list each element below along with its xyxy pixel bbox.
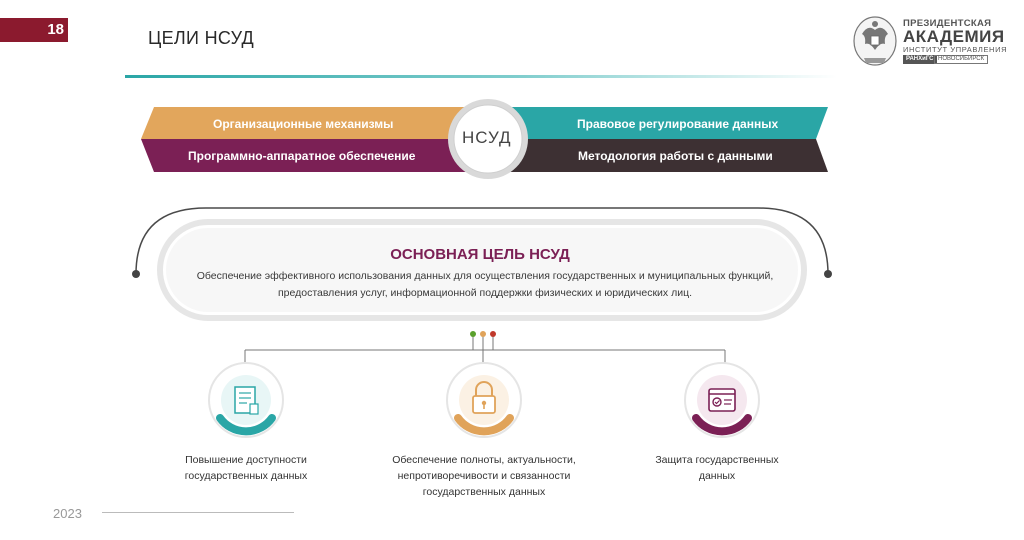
main-goal-frame xyxy=(126,200,838,330)
secure-browser-icon xyxy=(682,360,762,440)
logo-badge-ranepa: РАНХиГС xyxy=(903,55,937,64)
logo-line-3: ИНСТИТУТ УПРАВЛЕНИЯ xyxy=(903,45,1008,54)
slide-title: ЦЕЛИ НСУД xyxy=(148,28,254,48)
bar-label-software: Программно-аппаратное обеспечение xyxy=(188,149,416,163)
logo-line-2: АКАДЕМИЯ xyxy=(903,27,1005,46)
title-underline xyxy=(125,75,837,78)
center-badge-label: НСУД xyxy=(462,128,512,147)
document-icon xyxy=(206,360,286,440)
logo-line-1: ПРЕЗИДЕНТСКАЯ xyxy=(903,18,992,29)
slide-number: 18 xyxy=(0,18,68,42)
bar-label-methodology: Методология работы с данными xyxy=(578,149,773,163)
footer-rule xyxy=(102,512,294,513)
item-label-protection: Защита государственных данных xyxy=(655,454,779,482)
main-goal-heading: ОСНОВНАЯ ЦЕЛЬ НСУД xyxy=(390,246,570,263)
main-goal-text: Обеспечение эффективного использования данных для осуществления государственных и муниципальных функций, предоставления услуг, информационной поддержки физических и юридических лиц. xyxy=(196,270,774,299)
bar-label-law: Правовое регулирование данных xyxy=(577,117,779,131)
eagle-emblem-icon xyxy=(852,14,898,68)
logo-badge-city: НОВОСИБИРСК xyxy=(934,55,988,64)
lock-icon xyxy=(444,360,524,440)
watermark xyxy=(898,100,1024,540)
footer-year: 2023 xyxy=(53,506,82,521)
item-label-accessibility: Повышение доступности государственных данных xyxy=(184,454,308,482)
item-label-completeness: Обеспечение полноты, актуальности, непротиворечивости и связанности государственных данных xyxy=(392,454,576,498)
bar-label-org: Организационные механизмы xyxy=(213,117,394,131)
